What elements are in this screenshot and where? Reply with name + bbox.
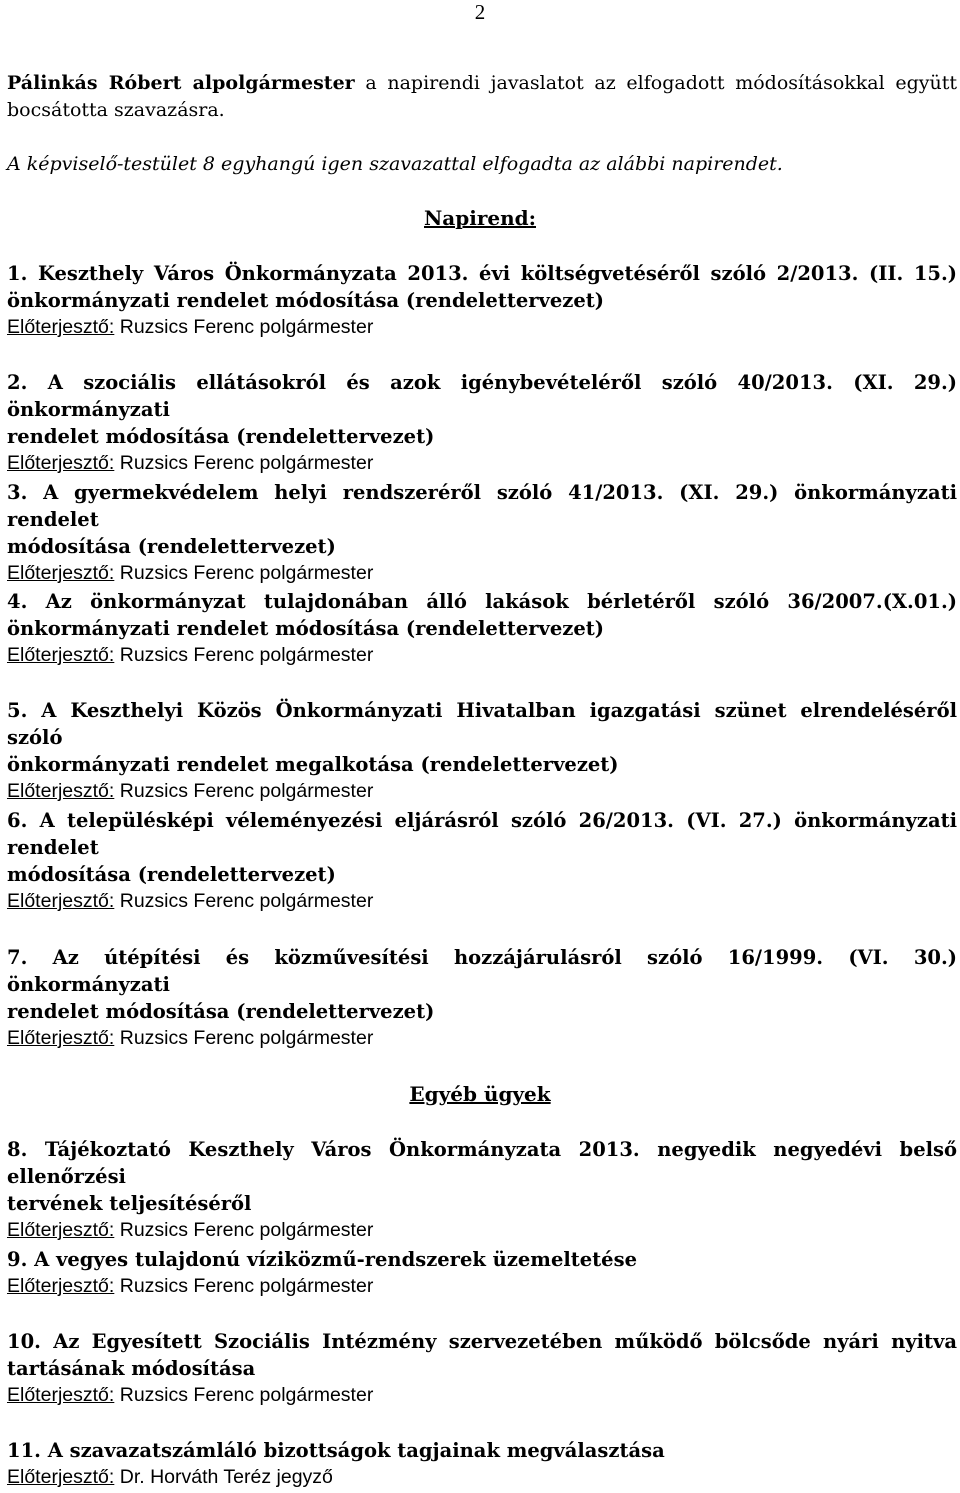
vote-result: A képviselő-testület 8 egyhangú igen szavazattal elfogadta az alábbi napirendet.: [7, 153, 783, 175]
presenter-name: Ruzsics Ferenc polgármester: [114, 644, 374, 666]
presenter: [7, 314, 957, 341]
other-item-8: [7, 1136, 957, 1244]
presenter-name: Ruzsics Ferenc polgármester: [114, 1027, 374, 1049]
agenda-item-title-line2: módosítása (rendelettervezet): [7, 535, 336, 558]
agenda-item-title-line1: 1. Keszthely Város Önkormányzata 2013. évi költségvetéséről szóló 2/2013. (II. 15.): [7, 262, 957, 285]
presenter: [7, 1217, 957, 1244]
presenter: [7, 642, 957, 669]
presenter-label: Előterjesztő:: [7, 1275, 115, 1297]
other-item-title: [7, 1136, 957, 1217]
intro-paragraph: [7, 70, 957, 124]
agenda-item-title: [7, 944, 957, 1025]
presenter-label: Előterjesztő:: [7, 562, 115, 584]
other-item-title: [7, 1246, 957, 1273]
presenter: [7, 778, 957, 805]
presenter-label: Előterjesztő:: [7, 890, 115, 912]
presenter-label: Előterjesztő:: [7, 1027, 115, 1049]
presenter-name: Ruzsics Ferenc polgármester: [114, 316, 374, 338]
agenda-item-title-line1: 3. A gyermekvédelem helyi rendszeréről szóló 41/2013. (XI. 29.) önkormányzati rendelet: [7, 481, 957, 531]
agenda-item-title-line1: 5. A Keszthelyi Közös Önkormányzati Hivatalban igazgatási szünet elrendeléséről szóló: [7, 699, 957, 749]
other-item-title-line1: 11. A szavazatszámláló bizottságok tagjainak megválasztása: [7, 1439, 665, 1462]
agenda-item-title: [7, 260, 957, 314]
agenda-item-title: [7, 588, 957, 642]
presenter: [7, 1382, 957, 1409]
agenda-item-title-line2: módosítása (rendelettervezet): [7, 863, 336, 886]
agenda-item-7: [7, 944, 957, 1052]
other-item-title-line1: 10. Az Egyesített Szociális Intézmény szervezetében működő bölcsőde nyári nyitva: [7, 1330, 957, 1353]
presenter-label: Előterjesztő:: [7, 1219, 115, 1241]
presenter-name: Ruzsics Ferenc polgármester: [114, 1219, 374, 1241]
agenda-item-6: [7, 807, 957, 915]
presenter: [7, 888, 957, 915]
presenter-name: Ruzsics Ferenc polgármester: [114, 890, 374, 912]
presenter-label: Előterjesztő:: [7, 1384, 115, 1406]
presenter-label: Előterjesztő:: [7, 452, 115, 474]
other-item-title-line2: tartásának módosítása: [7, 1357, 256, 1380]
presenter-name: Dr. Horváth Teréz jegyző: [114, 1466, 333, 1488]
presenter-label: Előterjesztő:: [7, 780, 115, 802]
agenda-item-title-line1: 2. A szociális ellátásokról és azok igénybevételéről szóló 40/2013. (XI. 29.) önkormányzati: [7, 371, 957, 421]
presenter-name: Ruzsics Ferenc polgármester: [114, 780, 374, 802]
agenda-item-title-line2: önkormányzati rendelet módosítása (rendelettervezet): [7, 289, 604, 312]
intro-text: a napirendi javaslatot az elfogadott módosításokkal együtt bocsátotta szavazásra.: [7, 72, 958, 121]
other-item-11: [7, 1437, 957, 1491]
presenter: [7, 1273, 957, 1300]
other-item-9: [7, 1246, 957, 1300]
other-item-title: [7, 1328, 957, 1382]
agenda-item-2: [7, 369, 957, 477]
other-item-title-line2: tervének teljesítéséről: [7, 1192, 252, 1215]
presenter-label: Előterjesztő:: [7, 644, 115, 666]
page-number: 2: [474, 0, 486, 24]
agenda-item-title: [7, 479, 957, 560]
presenter-name: Ruzsics Ferenc polgármester: [114, 562, 374, 584]
agenda-item-title-line2: önkormányzati rendelet módosítása (rendelettervezet): [7, 617, 604, 640]
agenda-item-1: [7, 260, 957, 341]
presenter-name: Ruzsics Ferenc polgármester: [114, 1275, 374, 1297]
agenda-item-title: [7, 369, 957, 450]
presenter-label: Előterjesztő:: [7, 1466, 115, 1488]
presenter-name: Ruzsics Ferenc polgármester: [114, 452, 374, 474]
agenda-item-5: [7, 697, 957, 805]
agenda-item-title-line1: 6. A településképi véleményezési eljárásról szóló 26/2013. (VI. 27.) önkormányzati rendelet: [7, 809, 957, 859]
presenter-label: Előterjesztő:: [7, 316, 115, 338]
agenda-item-title-line2: rendelet módosítása (rendelettervezet): [7, 425, 435, 448]
presenter: [7, 450, 957, 477]
agenda-item-3: [7, 479, 957, 587]
speaker-name: Pálinkás Róbert alpolgármester: [7, 72, 355, 94]
other-item-title: [7, 1437, 957, 1464]
presenter: [7, 560, 957, 587]
agenda-item-title-line1: 7. Az útépítési és közművesítési hozzájárulásról szóló 16/1999. (VI. 30.) önkormányzati: [7, 946, 957, 996]
agenda-item-title-line1: 4. Az önkormányzat tulajdonában álló lakások bérletéről szóló 36/2007.(X.01.): [7, 590, 957, 613]
agenda-item-title-line2: önkormányzati rendelet megalkotása (rendelettervezet): [7, 753, 619, 776]
agenda-item-title: [7, 697, 957, 778]
presenter: [7, 1464, 957, 1491]
agenda-item-title-line2: rendelet módosítása (rendelettervezet): [7, 1000, 435, 1023]
presenter: [7, 1025, 957, 1052]
other-item-title-line1: 8. Tájékoztató Keszthely Város Önkormányzata 2013. negyedik negyedévi belső ellenőrzési: [7, 1138, 957, 1188]
other-matters-heading: Egyéb ügyek: [409, 1082, 551, 1106]
other-item-title-line1: 9. A vegyes tulajdonú víziközmű-rendszerek üzemeltetése: [7, 1248, 637, 1271]
agenda-heading: Napirend:: [424, 206, 536, 230]
agenda-item-4: [7, 588, 957, 669]
presenter-name: Ruzsics Ferenc polgármester: [114, 1384, 374, 1406]
agenda-item-title: [7, 807, 957, 888]
other-item-10: [7, 1328, 957, 1409]
